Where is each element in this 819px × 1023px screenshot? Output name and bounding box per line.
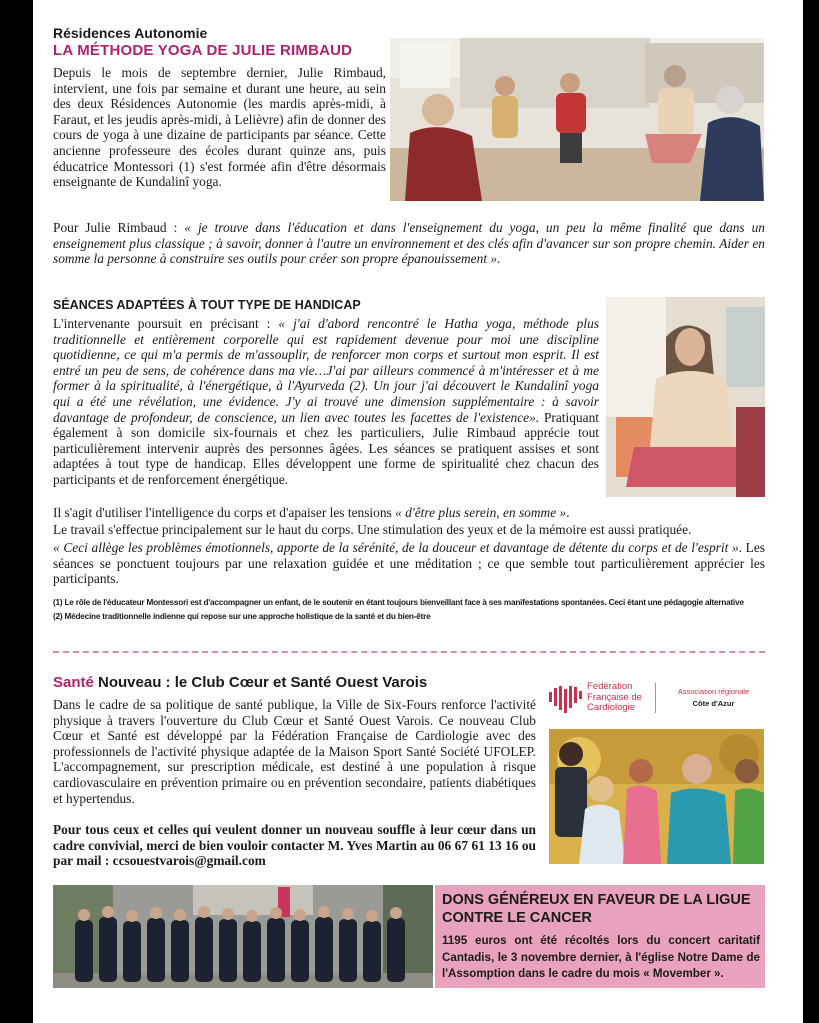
sante-title-line [53,674,427,691]
ffc-logo-line3: Cardiologie [587,702,636,713]
yoga-class-photo [390,38,764,201]
ffc-logo-line1: Fédération [587,681,633,692]
julie-rimbaud-photo-graphic [606,297,765,497]
sante-kicker: Santé [53,674,94,691]
footnote-2: (2) Médecine traditionnelle indienne qui repose sur une approche holistique de la santé et du bien-être [53,612,431,621]
julie-rimbaud-photo [606,297,765,497]
seances-p1-quote: « j'ai d'abord rencontré le Hatha yoga, méthode plus traditionnelle et entièrement corporelle qui est rapidement devenue pour moi une discipline quotidienne, ce qui m'a permis de m'assouplir, de renforcer mon corps et surtout mon esprit. Il est entré un peu de sens, de cohérence dans ma vie…J'ai par ailleurs commencé à m'intéresser et à me former à la spiritualité, à l'énergétique, à l'Ayurveda (2). Un jour j'ai découvert le Kundalinî yoga qui a été une révélation, une évidence. J'y ai trouvé une dimension supplémentaire : à savoir davantage de profondeur, de conscience, un lien avec toutes les facettes de l'existence». [53,316,599,425]
residences-quote-lead: Pour Julie Rimbaud : [53,220,185,235]
ffc-logo-divider [655,683,656,713]
sante-paragraph-2: Pour tous ceux et celles qui veulent donner un nouveau souffle à leur cœur dans un cadre convivial, merci de bien vouloir contacter M. Yves Martin au 06 67 61 13 16 ou par mail : ccsouestvarois@gmail.com [53,822,536,869]
seances-paragraph-2 [53,505,765,521]
ffc-logo-line2: Française de [587,691,642,703]
seances-paragraph-3: Le travail s'effectue principalement sur le haut du corps. Une stimulation des yeux et de la mémoire est aussi pratiquée. [53,522,692,537]
seniors-walking-photo [549,729,764,864]
seances-p2-quote: « d'être plus serein, en somme » [395,505,567,520]
seances-p2-lead: Il s'agit d'utiliser l'intelligence du corps et d'apaiser les tensions [53,505,396,520]
dons-text: 1195 euros ont été récoltés lors du concert caritatif Cantadis, le 3 novembre dernier, à l'église Notre Dame de l'Assomption dans le cadre du mois « Movember ». [442,934,760,980]
magazine-page [33,0,803,1023]
seances-p4-rest: . Les séances se ponctuent toujours par une relaxation guidée et une méditation ; ce que semble tout particulièrement apprécier les participants. [53,540,765,587]
footnote-1: (1) Le rôle de l'éducateur Montessori est d'accompagner un enfant, de le soutenir en étant toujours bienveillant face à ses manifestations spontanées. Ceci étant une pédagogie alternative [53,598,744,607]
ffc-logo-text [587,682,642,714]
seances-paragraph-1 [53,316,599,488]
yoga-class-photo-graphic [390,38,764,201]
seniors-walking-photo-graphic [549,729,764,864]
ffc-assoc-line2: Côte d'Azur [692,699,735,708]
residences-title: LA MÉTHODE YOGA DE JULIE RIMBAUD [53,42,353,59]
dons-title: DONS GÉNÉREUX EN FAVEUR DE LA LIGUE CONTRE LE CANCER [442,892,751,926]
seances-p1-lead: L'intervenante poursuit en précisant : [53,316,279,331]
dons-box [435,885,765,988]
ffc-assoc-text [661,686,766,710]
residences-intro: Depuis le mois de septembre dernier, Julie Rimbaud, intervient, une fois par semaine et durant une heure, au sein des deux Résidences Autonomie (les mardis après-midi, à Faraut, et les jeudis après-midi, à Lelièvre) afin de donner des cours de yoga à une dizaine de participants par séance. Cette ancienne professeure des écoles durant quinze ans, puis éducatrice Montessori (1) s'est formée afin d'être désormais enseignante de Kundalinî yoga. [53,65,386,190]
section-divider [53,651,765,653]
seances-heading: SÉANCES ADAPTÉES À TOUT TYPE DE HANDICAP [53,298,361,312]
seances-paragraph-4 [53,540,765,587]
ffc-logo [549,681,764,717]
residences-quote-paragraph [53,220,765,267]
seances-p2-end: . [566,505,570,520]
sante-paragraph-1: Dans le cadre de sa politique de santé publique, la Ville de Six-Fours renforce l'activité physique à travers l'ouverture du Club Cœur et Santé Ouest Varois. Ce nouveau Club Cœur et Santé est développé par la Fédération Française de Cardiologie avec des professionnels de l'activité physique adaptée de la Maison Sport Santé Société UFOLEP. L'accompagnement, sur prescription médicale, est destiné à une population à risque cardiovasculaire en prévention primaire ou en prévention secondaire, patients diabétiques et hypertendus. [53,697,536,806]
concert-choir-photo [53,885,433,988]
ffc-assoc-line1: Association régionale [677,687,750,696]
concert-choir-photo-graphic [53,885,433,988]
seances-p1-rest: Pratiquant également à son domicile six-fournais et chez les particuliers, Julie Rimbaud apprécie tout particulièrement intervenir auprès des personnes âgées. Les séances se pratiquent assises et sont adaptées à tout type de handicap. Elles développent une forme de spiritualité chez chacun des participants et de renforcement énergétique. [53,409,599,487]
seances-p4-quote: « Ceci allège les problèmes émotionnels, apporte de la sérénité, de la douceur et davantage de détente du corps et de l'esprit » [53,540,739,555]
sante-title: Nouveau : le Club Cœur et Santé Ouest Varois [93,674,428,691]
residences-quote: « je trouve dans l'éducation et dans l'enseignement du yoga, un peu la même finalité que dans un enseignement plus classique ; à savoir, donner à l'autre un environnement et des clés afin d'avancer sur son propre chemin. Aider en somme la personne à construire ses outils pour créer son propre épanouissement ». [53,220,765,267]
residences-kicker: Résidences Autonomie [53,25,208,41]
heart-icon [549,684,583,714]
